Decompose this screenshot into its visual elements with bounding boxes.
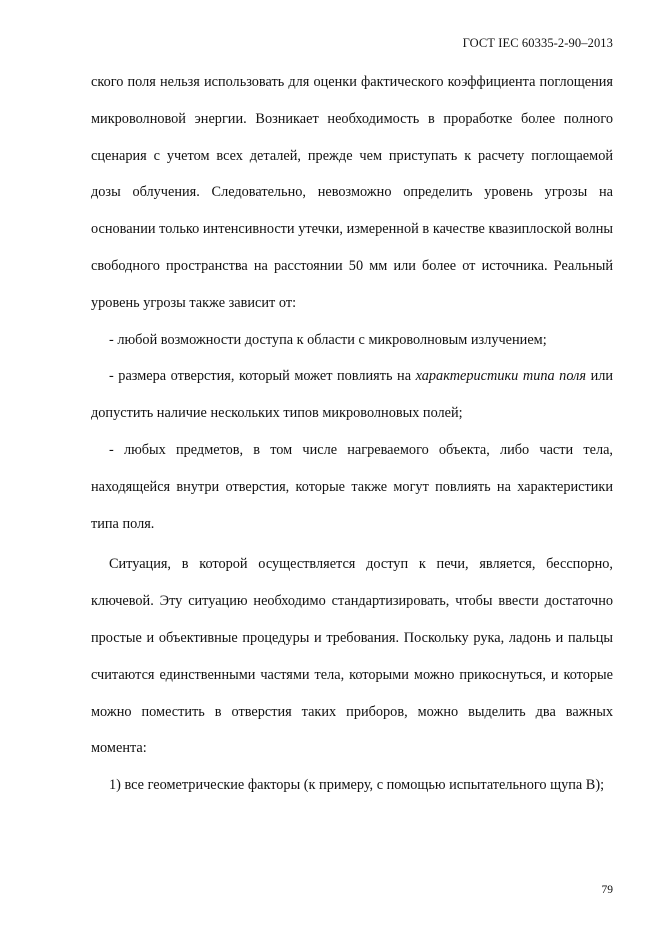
- list-item-access: - любой возможности доступа к области с микроволновым излучением;: [109, 331, 547, 348]
- paragraph-continuation: ского поля нельзя использовать для оценки фактического коэффициента поглощения микроволновой энергии. Возникает необходимость в проработке более полного сценария с учетом всех деталей, прежде чем приступать к расчету поглощаемой дозы облучения. Следовательно, невозможно определить уровень угрозы на основании только интенсивности утечки, измеренной в качестве квазиплоской волны свободного пространства на расстоянии 50 мм или более от источника. Реальный уровень угрозы также зависит от:: [91, 74, 613, 311]
- document-header: ГОСТ IEC 60335-2-90–2013: [462, 36, 613, 50]
- paragraph-situation: Ситуация, в которой осуществляется доступ к печи, является, бесспорно, ключевой. Эту ситуацию необходимо стандартизировать, чтобы ввести достаточно простые и объективные процедуры и требования. Поскольку рука, ладонь и пальцы считаются единственными частями тела, которыми можно прикоснуться, и которые можно поместить в отверстия таких приборов, можно выделить два важных момента:: [91, 556, 613, 757]
- page-number: 79: [601, 884, 613, 896]
- document-body: [91, 64, 613, 804]
- list-item-opening-size: [91, 358, 613, 432]
- italic-term: характеристики типа поля: [415, 368, 587, 385]
- list-item-objects: - любых предметов, в том числе нагреваемого объекта, либо части тела, находящейся внутри отверстия, которые также могут повлиять на характеристики типа поля.: [91, 441, 613, 532]
- list-item-text: - размера отверстия, который может повлиять на: [109, 368, 416, 385]
- list-item-geometric-factors: 1) все геометрические факторы (к примеру, с помощью испытательного щупа В);: [109, 777, 605, 794]
- list-item-text: или допустить наличие нескольких типов микроволновых полей;: [91, 368, 613, 422]
